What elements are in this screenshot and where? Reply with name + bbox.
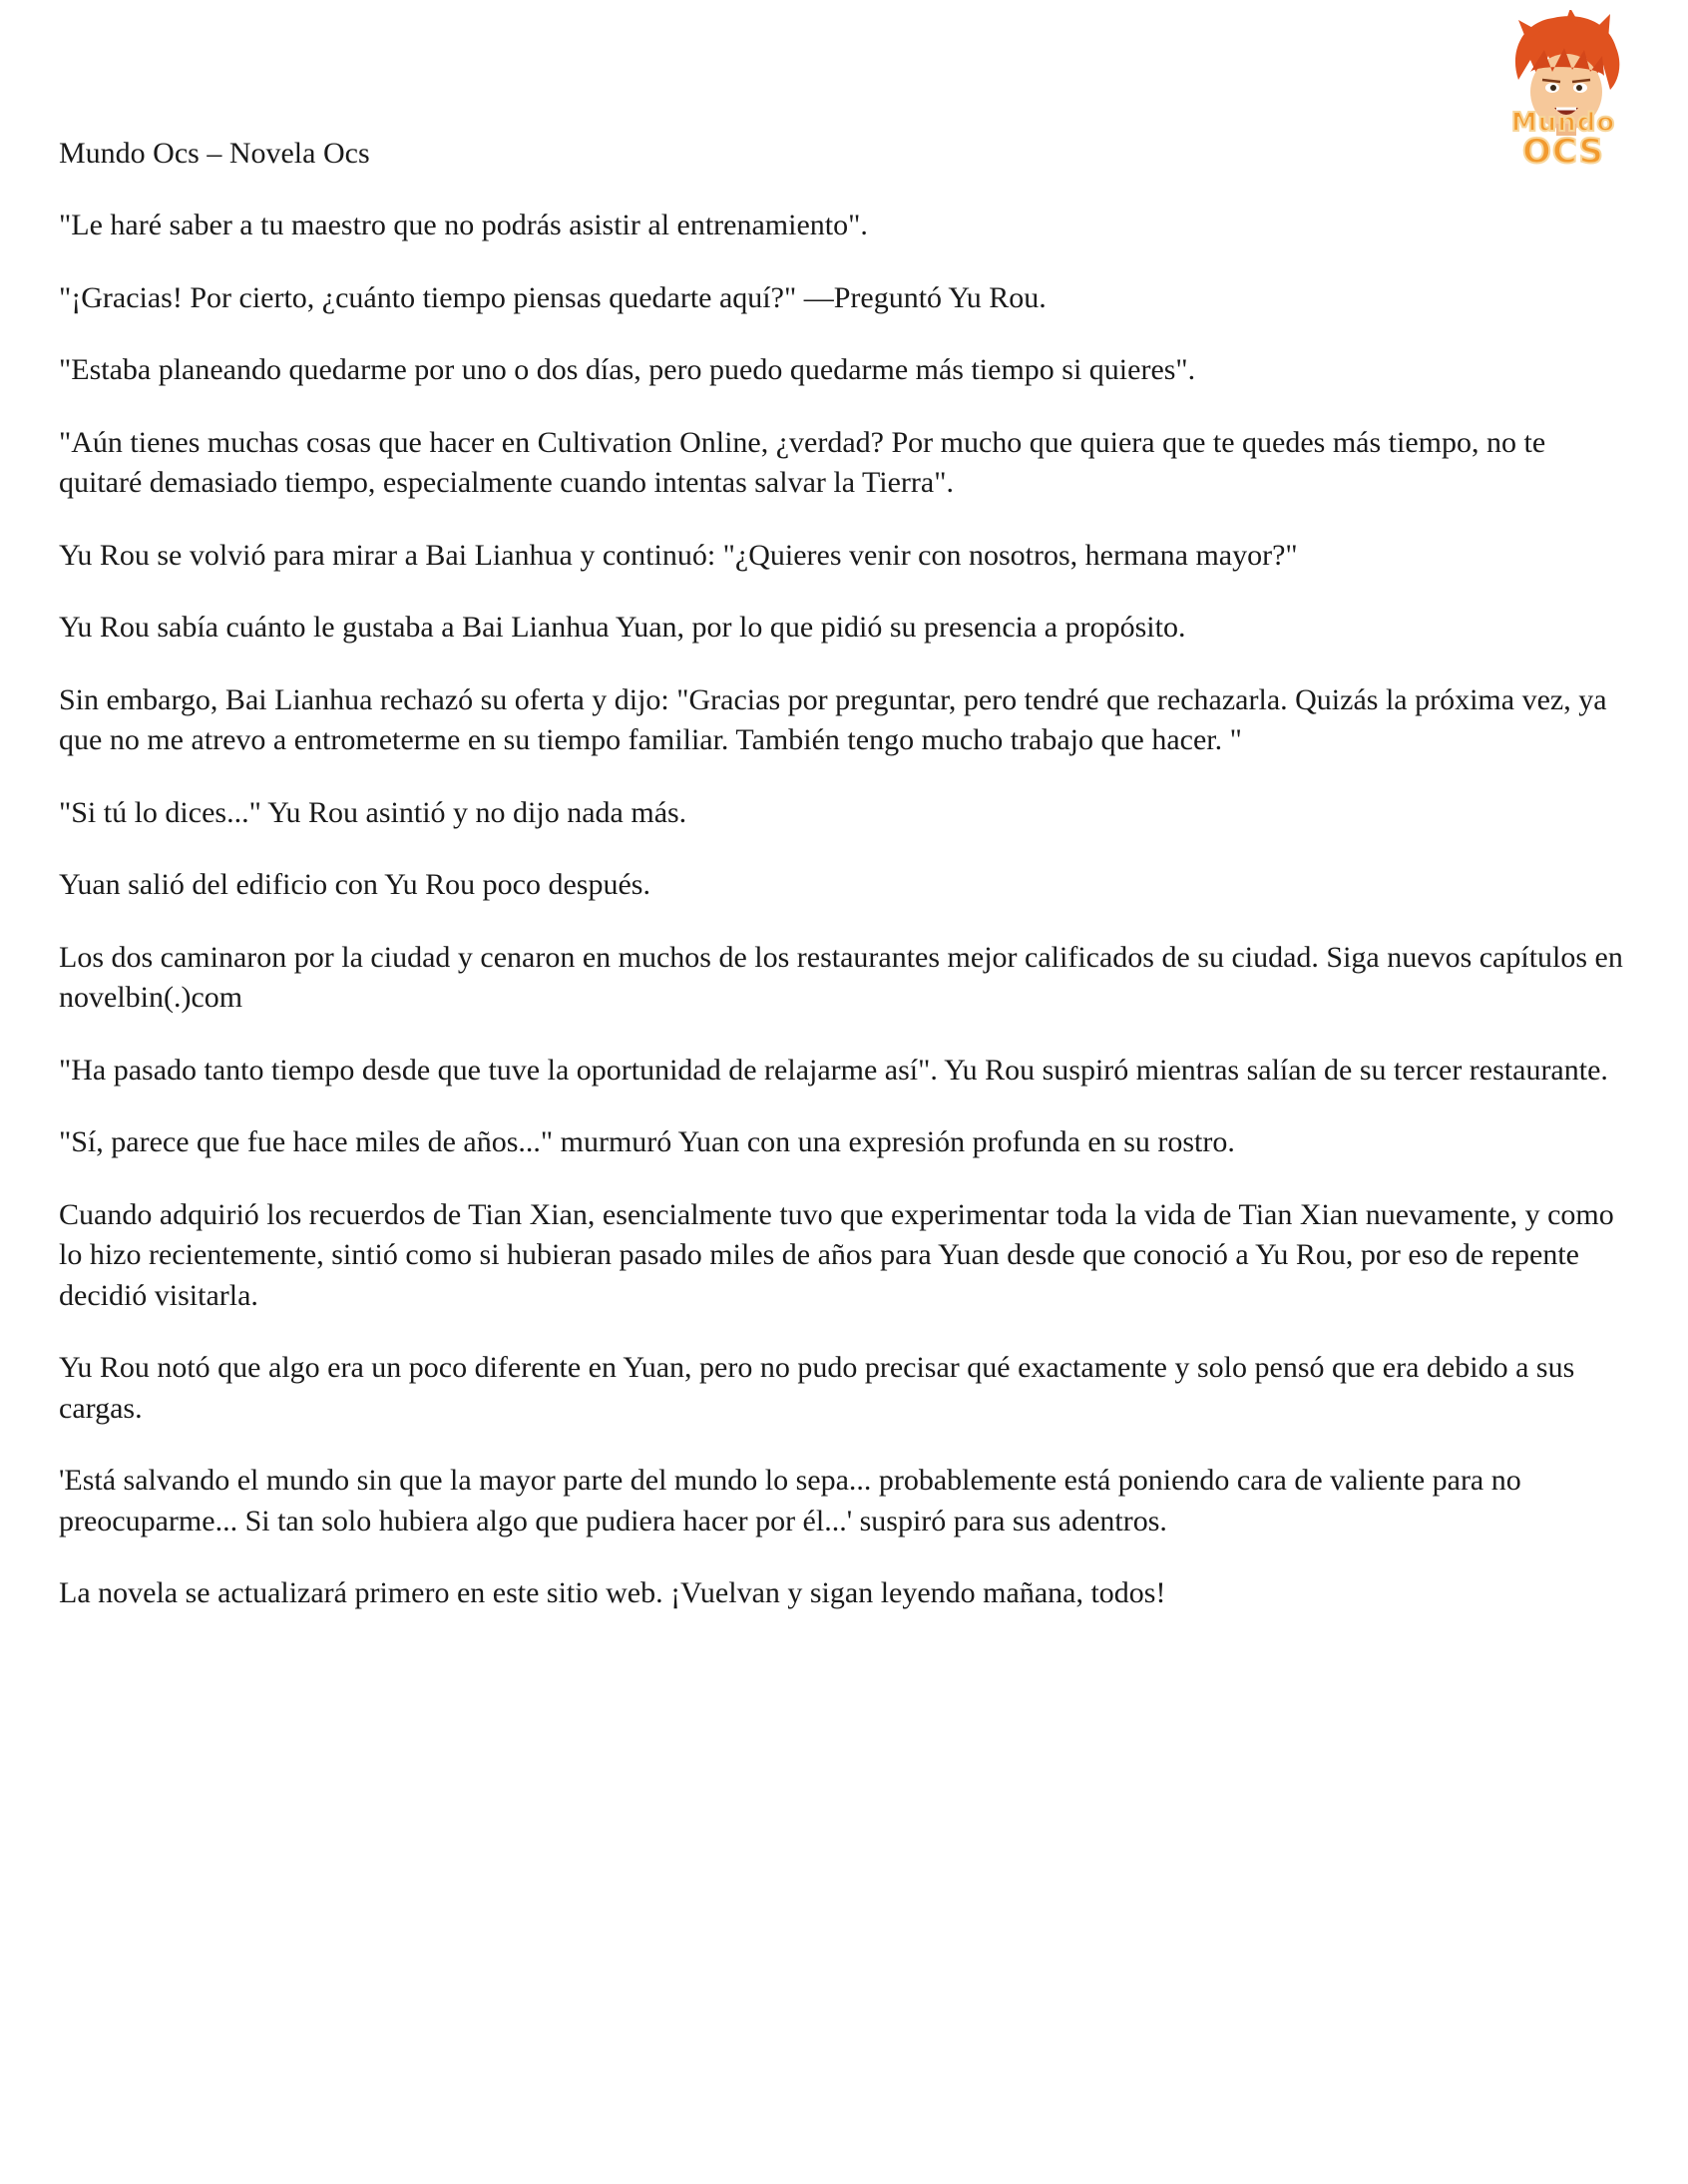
paragraph-16: La novela se actualizará primero en este sitio web. ¡Vuelvan y sigan leyendo mañana, todos! <box>59 1576 1166 1609</box>
logo-text-ocs: OCS <box>1522 132 1604 172</box>
document-body <box>59 134 1635 1646</box>
paragraph-6: Yu Rou sabía cuánto le gustaba a Bai Lianhua Yuan, por lo que pidió su presencia a propósito. <box>59 611 1186 644</box>
paragraph-11: "Ha pasado tanto tiempo desde que tuve la oportunidad de relajarme así". Yu Rou suspiró mientras salían de su tercer restaurante. <box>59 1053 1608 1087</box>
paragraph-15: 'Está salvando el mundo sin que la mayor parte del mundo lo sepa... probablemente está poniendo cara de valiente para no preocuparme... Si tan solo hubiera algo que pudiera hacer por él...' suspiró para sus adentros. <box>59 1464 1521 1537</box>
paragraph-4: "Aún tienes muchas cosas que hacer en Cultivation Online, ¿verdad? Por mucho que quiera que te quedes más tiempo, no te quitaré demasiado tiempo, especialmente cuando intentas salvar la Tierra". <box>59 425 1546 499</box>
paragraph-8: "Si tú lo dices..." Yu Rou asintió y no dijo nada más. <box>59 795 687 829</box>
paragraph-13: Cuando adquirió los recuerdos de Tian Xian, esencialmente tuvo que experimentar toda la vida de Tian Xian nuevamente, y como lo hizo recientemente, sintió como si hubieran pasado miles de años para Yuan desde que conoció a Yu Rou, por eso de repente decidió visitarla. <box>59 1197 1614 1312</box>
paragraph-10: Los dos caminaron por la ciudad y cenaron en muchos de los restaurantes mejor calificados de su ciudad. Siga nuevos capítulos en novelbin(.)com <box>59 940 1623 1014</box>
paragraph-7: Sin embargo, Bai Lianhua rechazó su oferta y dijo: "Gracias por preguntar, pero tendré que rechazarla. Quizás la próxima vez, ya que no me atrevo a entrometerme en su tiempo familiar. También tengo mucho trabajo que hacer. " <box>59 682 1607 756</box>
paragraph-5: Yu Rou se volvió para mirar a Bai Lianhua y continuó: "¿Quieres venir con nosotros, hermana mayor?" <box>59 538 1298 572</box>
paragraph-1: "Le haré saber a tu maestro que no podrás asistir al entrenamiento". <box>59 209 868 241</box>
paragraph-2: "¡Gracias! Por cierto, ¿cuánto tiempo piensas quedarte aquí?" —Preguntó Yu Rou. <box>59 280 1047 314</box>
paragraph-14: Yu Rou notó que algo era un poco diferente en Yuan, pero no pudo precisar qué exactamente y solo pensó que era debido a sus cargas. <box>59 1351 1575 1425</box>
paragraph-12: "Sí, parece que fue hace miles de años..." murmuró Yuan con una expresión profunda en su rostro. <box>59 1125 1235 1158</box>
paragraph-9: Yuan salió del edificio con Yu Rou poco después. <box>59 868 650 901</box>
paragraph-3: "Estaba planeando quedarme por uno o dos días, pero puedo quedarme más tiempo si quieres". <box>59 353 1196 386</box>
logo-text-mundo: Mundo <box>1510 108 1616 138</box>
document-header: Mundo Ocs – Novela Ocs <box>59 137 370 170</box>
